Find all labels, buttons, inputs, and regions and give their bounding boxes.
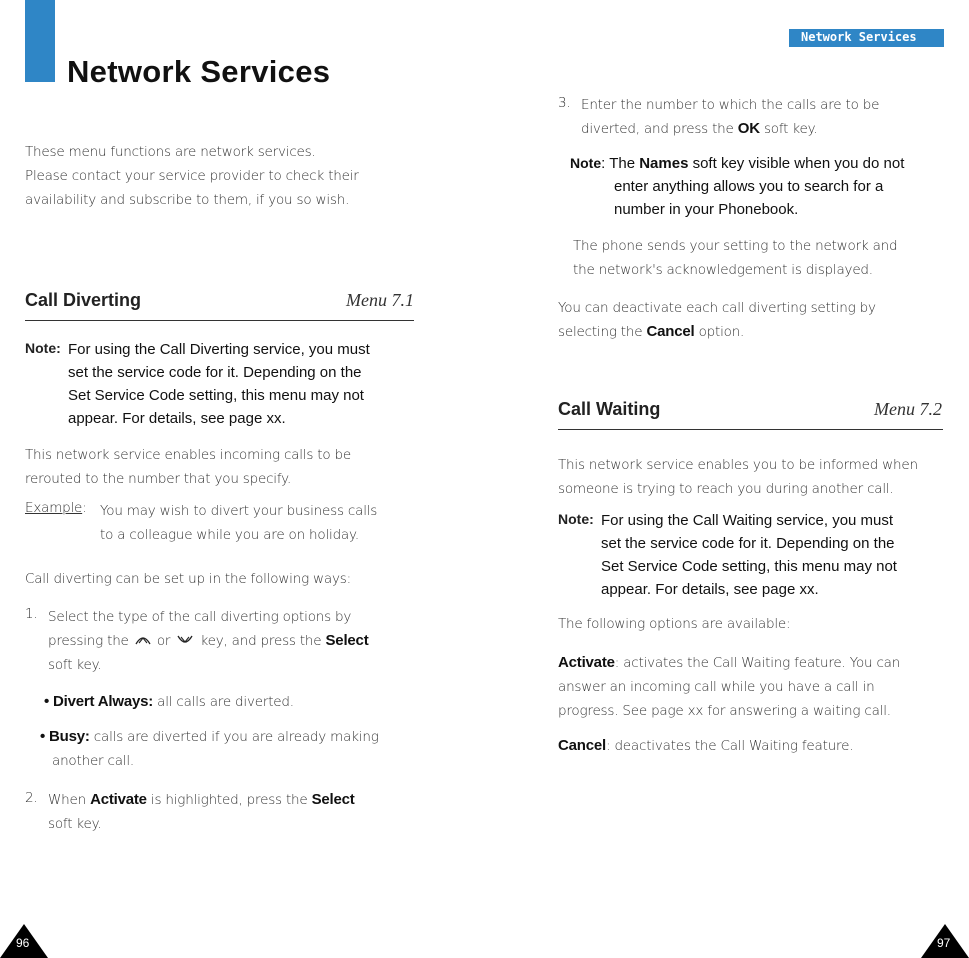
page-number: 96 [16,936,30,950]
intro-text: These menu functions are network services. Please contact your service provider to check their availability and subscribe to them, if you so wish. [25,144,359,208]
section-heading-call-diverting: Call Diverting [25,290,142,310]
deactivate-text: You can deactivate each call diverting setting by selecting the Cancel option. [558,300,876,340]
activate-option: Activate: activates the Call Waiting feature. You can answer an incoming call while you have a call in progress. See page xx for answering a waiting call. [558,654,901,719]
step-number: 1. [25,606,38,622]
step-3-text: Enter the number to which the calls are to be diverted, and press the OK soft key. [581,97,880,137]
menu-number: Menu 7.1 [346,290,414,310]
section-heading-call-waiting: Call Waiting [558,399,661,419]
bullet-busy: • Busy: calls are diverted if you are already making another call. [40,728,379,769]
page-number: 97 [937,936,951,950]
page-title: Network Services [67,54,331,89]
sends-text: The phone sends your setting to the network and the network's acknowledgement is displayed. [573,238,898,278]
section-divider [558,429,943,430]
step-number: 2. [25,790,38,806]
cancel-option: Cancel: deactivates the Call Waiting feature. [558,737,854,754]
step-1-text: Select the type of the call diverting options by pressing the or key, and press the Select soft key. [48,609,369,673]
description-text: This network service enables incoming calls to be rerouted to the number that you specify. [25,447,352,487]
note-label: Note: [25,340,61,356]
options-line: The following options are available: [558,616,791,632]
chapter-color-block [25,0,55,82]
note-text: For using the Call Waiting service, you must set the service code for it. Depending on the Set Service Code setting, this menu may not appear. For details, see page xx. [601,512,897,598]
note-text: For using the Call Diverting service, you must set the service code for it. Depending on the Set Service Code setting, this menu may not appear. For details, see page xx. [68,341,370,427]
note-phonebook: Note: The Names soft key visible when you do not enter anything allows you to search for a number in your Phonebook. [570,155,905,218]
header-tab-label: Network Services [801,30,917,44]
setup-line: Call diverting can be set up in the following ways: [25,571,351,587]
bullet-divert-always: • Divert Always: all calls are diverted. [44,693,294,710]
menu-number: Menu 7.2 [874,399,942,419]
up-arrow-key-icon [133,629,153,653]
step-number: 3. [558,95,571,111]
down-arrow-key-icon [174,629,196,653]
section-divider [25,320,414,321]
example-label: Example: [25,500,87,516]
step-2-text: When Activate is highlighted, press the Select soft key. [48,791,355,832]
note-label: Note: [558,511,594,527]
example-text: You may wish to divert your business calls to a colleague while you are on holiday. [100,503,378,543]
description-text: This network service enables you to be informed when someone is trying to reach you during another call. [558,457,918,497]
